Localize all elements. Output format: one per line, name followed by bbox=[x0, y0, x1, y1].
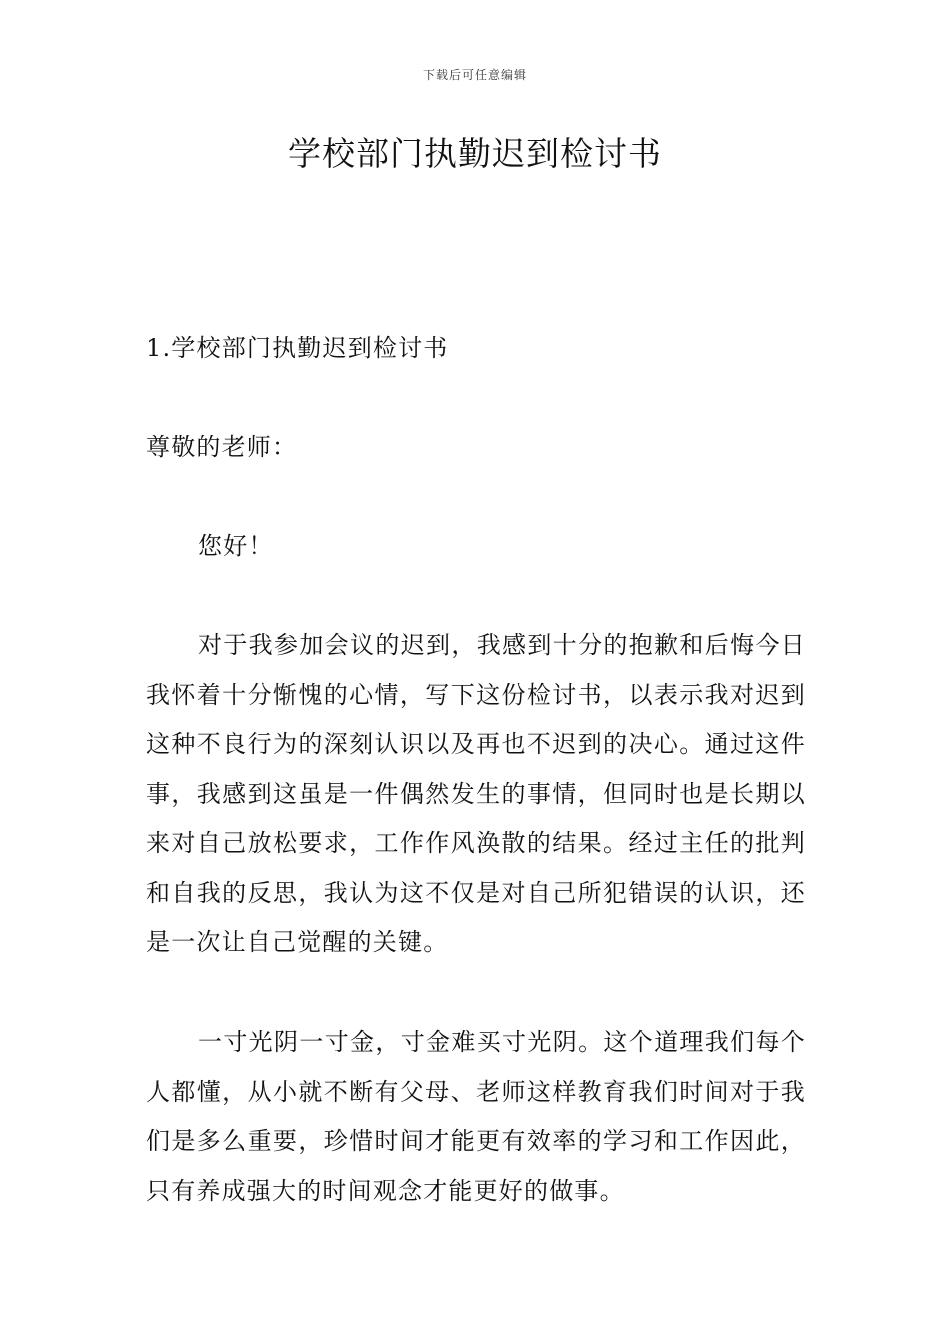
body-paragraph: 一寸光阴一寸金，寸金难买寸光阴。这个道理我们每个人都懂，从小就不断有父母、老师这样教育我们时间对于我们是多么重要，珍惜时间才能更有效率的学习和工作因此，只有养成强大的时间观念才能更好的做事。 bbox=[146, 1028, 806, 1205]
body-paragraph: 对于我参加会议的迟到，我感到十分的抱歉和后悔今日我怀着十分惭愧的心情，写下这份检讨书，以表示我对迟到这种不良行为的深刻认识以及再也不迟到的决心。通过这件事，我感到这虽是一件偶然发生的事情，但同时也是长期以来对自己放松要求，工作作风涣散的结果。经过主任的批判和自我的反思，我认为这不仅是对自己所犯错误的认识，还是一次让自己觉醒的关键。 bbox=[146, 631, 806, 956]
document-title: 学校部门执勤迟到检讨书 bbox=[288, 134, 662, 173]
header-note: 下载后可任意编辑 bbox=[422, 68, 527, 82]
salutation: 尊敬的老师： bbox=[146, 433, 298, 461]
greeting: 您好！ bbox=[198, 532, 274, 560]
section-heading: 1.学校部门执勤迟到检讨书 bbox=[146, 334, 449, 362]
